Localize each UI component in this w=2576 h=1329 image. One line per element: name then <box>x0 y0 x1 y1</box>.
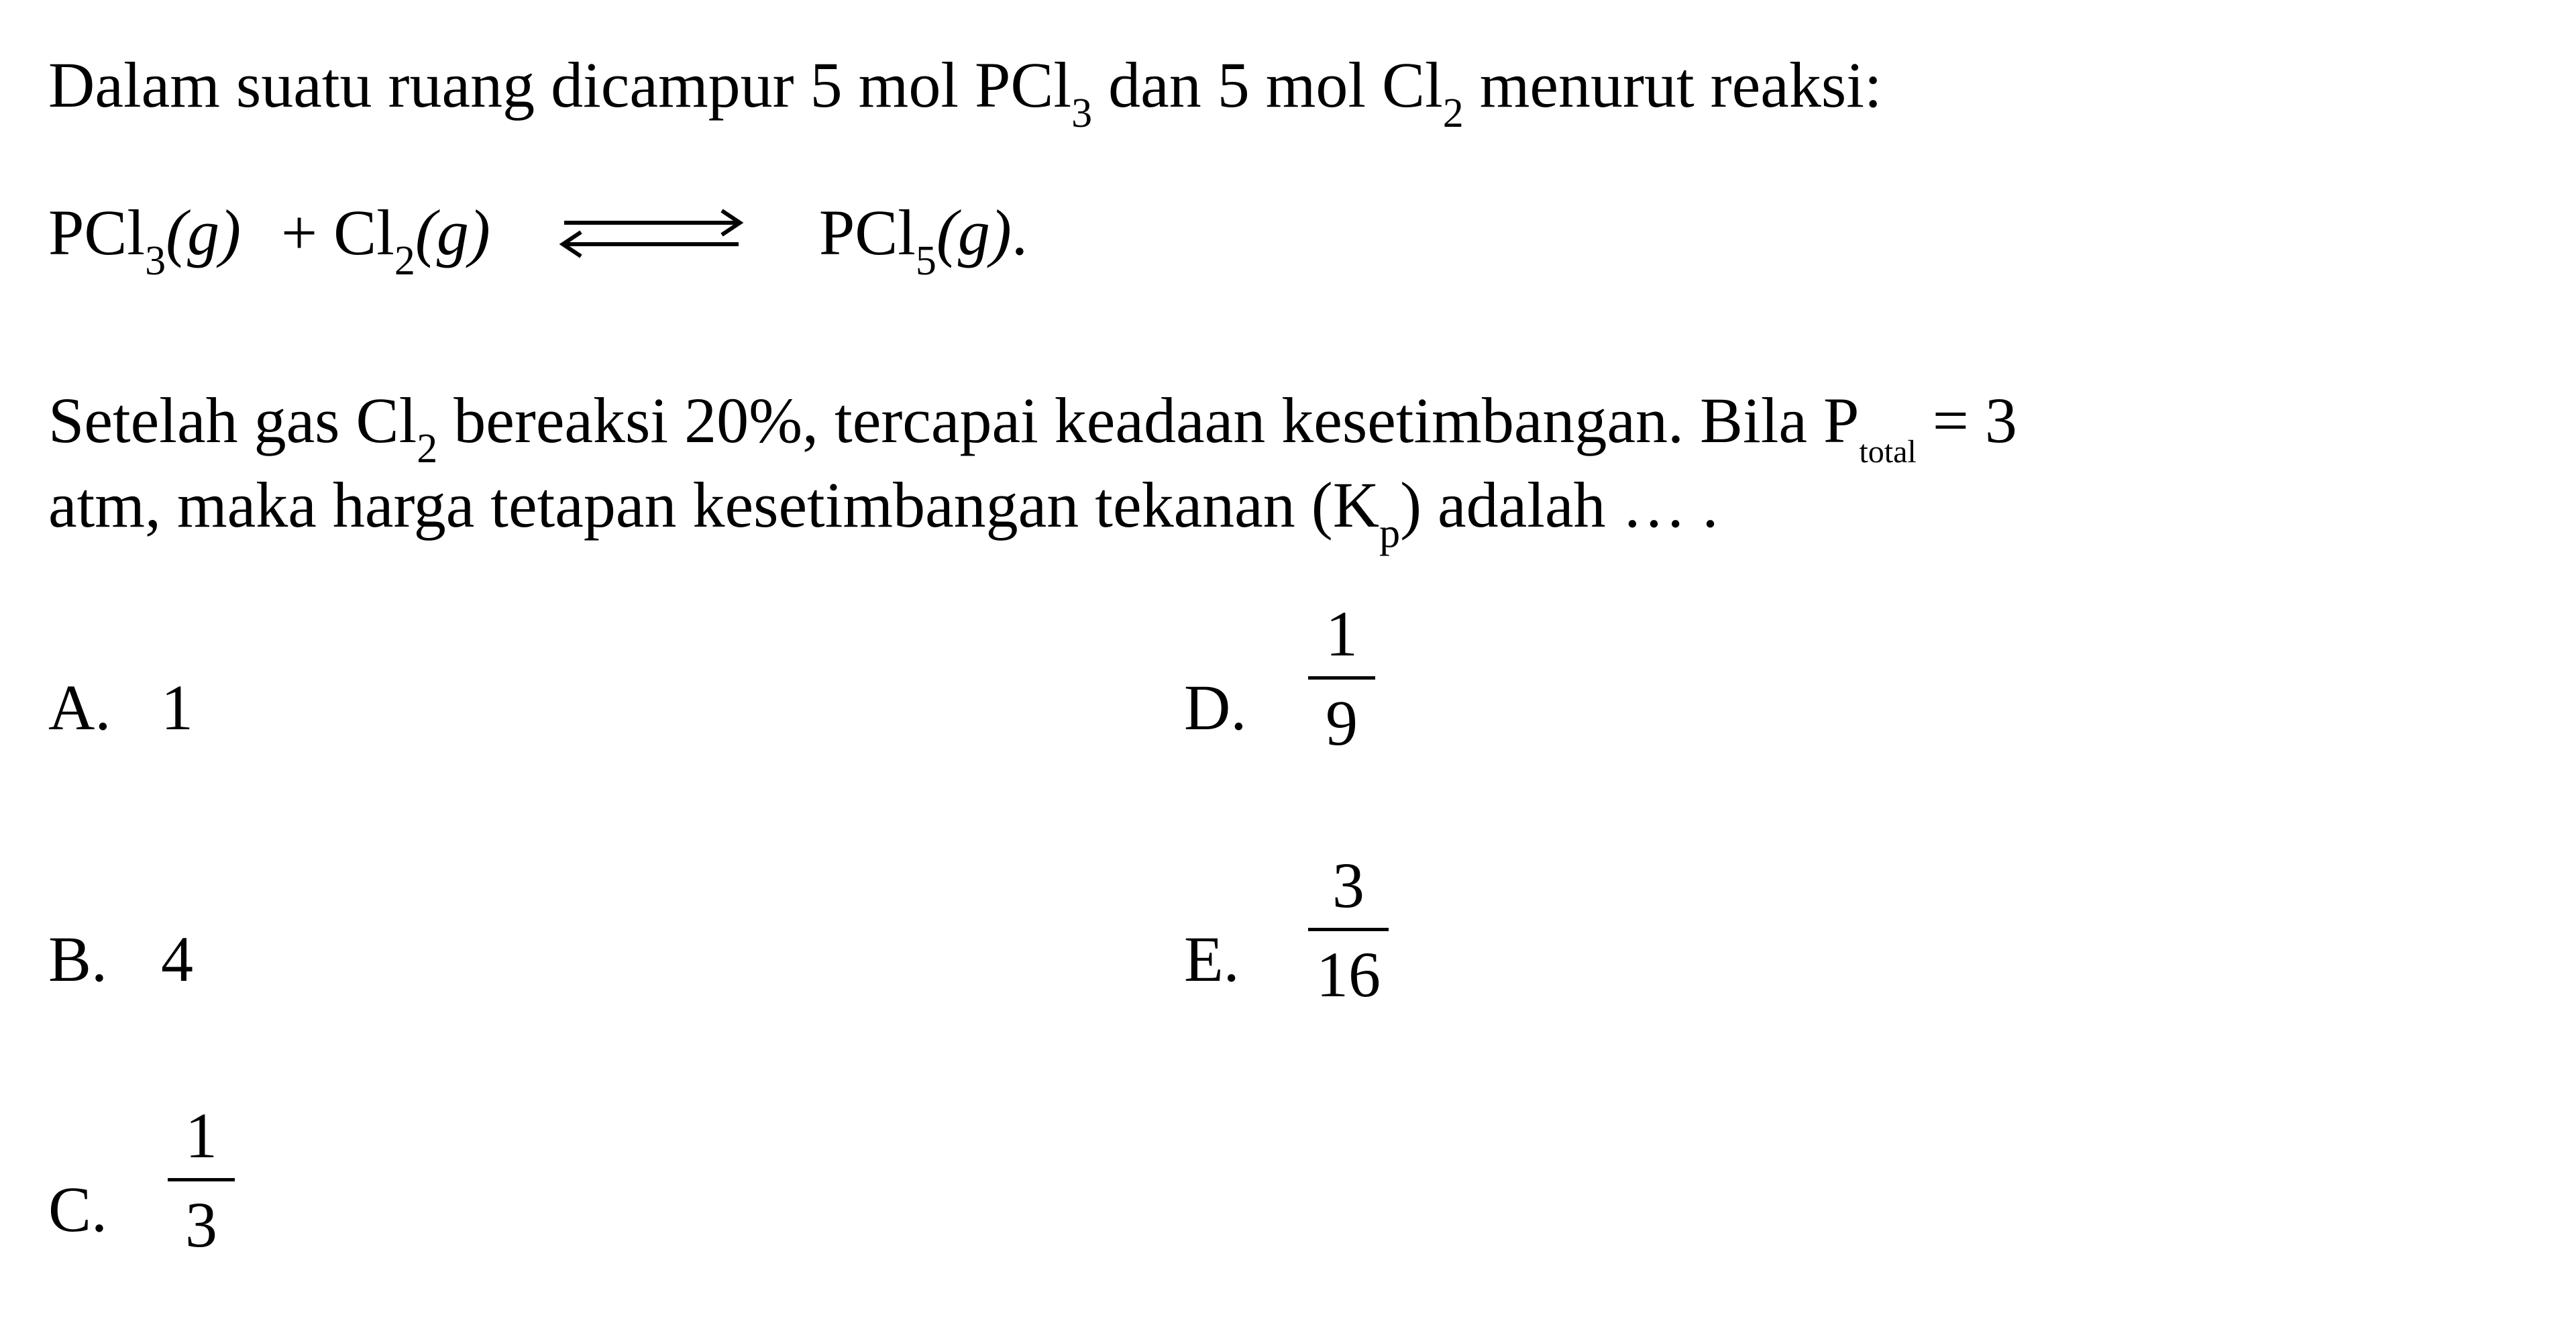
question-line-1 <box>48 384 2017 472</box>
reactant-1-subscript: 3 <box>145 238 166 284</box>
intro-text-2: dan 5 mol Cl <box>1092 49 1443 121</box>
product-subscript: 5 <box>915 238 936 284</box>
option-a-label: A. <box>48 672 111 743</box>
intro-line <box>48 48 1882 136</box>
option-d-numerator: 1 <box>1326 598 1358 670</box>
intro-text-3: menurut reaksi: <box>1463 49 1882 121</box>
option-b-label: B. <box>48 923 108 995</box>
question-subscript-1: 2 <box>417 426 438 472</box>
option-e-numerator: 3 <box>1332 849 1364 921</box>
option-a-value: 1 <box>161 672 193 743</box>
reaction-end: . <box>1011 197 1028 268</box>
option-d-denominator: 9 <box>1326 687 1358 759</box>
question-subscript-kp: p <box>1379 511 1401 556</box>
option-c-numerator: 1 <box>185 1100 217 1171</box>
option-c-fraction <box>168 1099 235 1262</box>
reactant-1: PCl <box>48 197 146 268</box>
reactant-2: + Cl <box>281 197 394 268</box>
option-d-fraction <box>1308 597 1375 760</box>
question-text-3: = 3 <box>1916 384 2017 456</box>
question-text-1: Setelah gas Cl <box>48 384 417 456</box>
question-subscript-total: total <box>1859 434 1917 470</box>
option-e-label: E. <box>1184 923 1240 995</box>
question-text-2: bereaksi 20%, tercapai keadaan kesetimbangan. Bila P <box>437 384 1860 456</box>
product-state: (g) <box>936 197 1012 268</box>
intro-subscript-1: 3 <box>1071 91 1093 136</box>
reactant-2-subscript: 2 <box>394 238 415 284</box>
question-text-4: atm, maka harga tetapan kesetimbangan tekanan (K <box>48 469 1380 541</box>
reactant-1-state: (g) <box>166 197 241 268</box>
equilibrium-arrow-icon <box>551 196 752 270</box>
intro-subscript-2: 2 <box>1442 91 1464 136</box>
option-c-denominator: 3 <box>185 1189 217 1261</box>
option-d-label: D. <box>1184 672 1247 743</box>
question-line-2 <box>48 468 1719 556</box>
option-e-fraction-bar <box>1308 928 1389 931</box>
option-c-label: C. <box>48 1173 108 1245</box>
option-e-fraction <box>1308 849 1389 1012</box>
option-b-value: 4 <box>161 923 193 995</box>
question-text-5: ) adalah … . <box>1400 469 1719 541</box>
option-d-fraction-bar <box>1308 676 1375 680</box>
product: PCl <box>818 197 916 268</box>
reactant-2-state: (g) <box>415 197 490 268</box>
reaction-equation <box>48 196 1028 284</box>
option-e-denominator: 16 <box>1316 939 1381 1010</box>
intro-text-1: Dalam suatu ruang dicampur 5 mol PCl <box>48 49 1072 121</box>
option-c-fraction-bar <box>168 1178 235 1181</box>
